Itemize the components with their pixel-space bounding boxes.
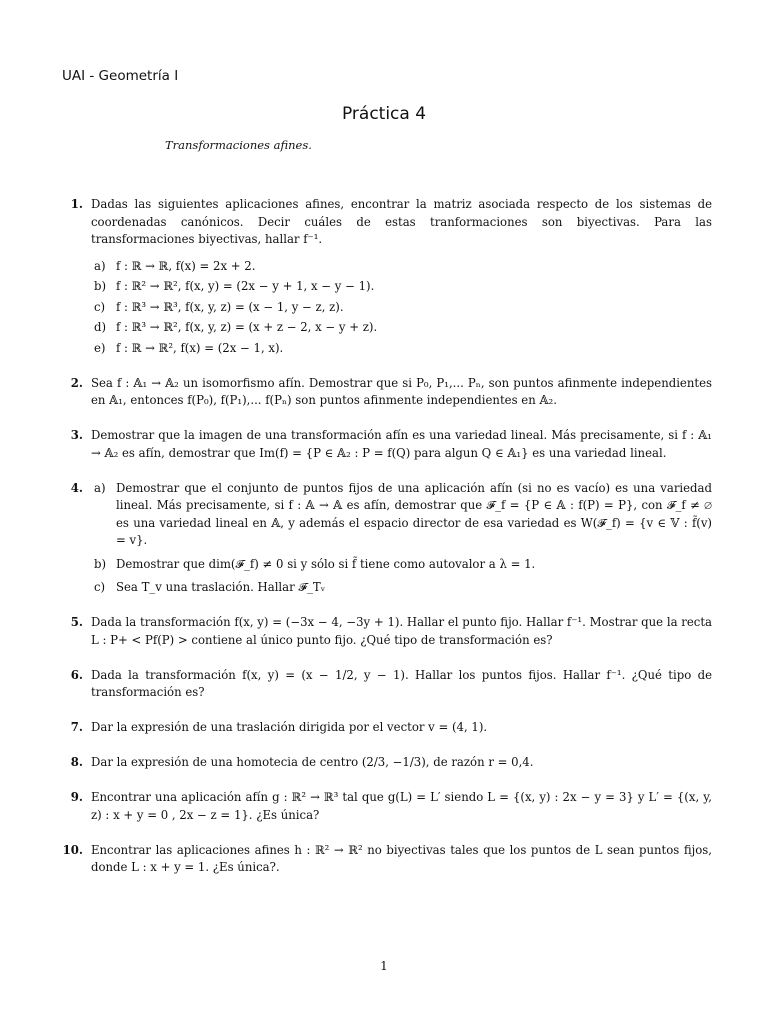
problem-text: Sea f : 𝔸₁ → 𝔸₂ un isomorfismo afín. Demostrar que si P₀, P₁,... Pₙ, son puntos afinmente independientes en 𝔸₁, entonces f(P₀), f(P₁),... f(Pₙ) son puntos afinmente independientes en 𝔸₂. [91,375,712,407]
problem-number: 4. [70,480,83,495]
problem-text: Encontrar las aplicaciones afines h : ℝ² → ℝ² no biyectivas tales que los puntos de L sean puntos fijos, donde L : x + y = 1. ¿Es única?. [91,842,712,874]
problem-8 [62,754,712,772]
problem-text: Dada la transformación f(x, y) = (x − 1/2, y − 1). Hallar los puntos fijos. Hallar f⁻¹. ¿Qué tipo de transformación es? [91,667,712,699]
page-title: Práctica 4 [341,104,427,124]
item-label: a) [94,480,106,495]
problem-9 [62,789,712,824]
problem-text: Dar la expresión de una traslación dirigida por el vector v = (4, 1). [91,720,488,734]
problem-text: Encontrar una aplicación afín g : ℝ² → ℝ³ tal que g(L) = L′ siendo L = {(x, y) : 2x − y = 3} y L′ = {(x, y, z) : x + y = 0 , 2x − z = 1}. ¿Es única? [91,790,712,822]
item-label: b) [94,556,107,571]
problem-2 [62,375,712,410]
item-text: Demostrar que el conjunto de puntos fijos de una aplicación afín (si no es vacío) es una variedad lineal. Más precisamente, si f : 𝔸 → 𝔸 es afín, demostrar que 𝓕_f = {P ∈ 𝔸 : f(P) = P}, con 𝓕_f ≠ ∅ es una variedad lineal en 𝔸, y además el espacio director de esa variedad es W(𝓕_f) = {v ∈ 𝕍 : f̃(v) = v}. [116,480,712,547]
item-label: c) [94,299,106,314]
item-label: d) [94,320,107,334]
item-text: Demostrar que dim(𝓕_f) ≠ 0 si y sólo si f̃ tiene como autovalor a λ = 1. [116,556,536,571]
problem-number: 5. [70,615,83,629]
problem-item [91,258,712,276]
problem-7 [62,719,712,737]
item-label: a) [94,258,106,273]
problem-text: Dadas las siguientes aplicaciones afines, encontrar la matriz asociada respecto de los sistemas de coordenadas canónicos. Decir cuáles de estas tranformaciones son biyectivas. Para las transformaciones biyectivas, hallar f⁻¹. [91,197,712,246]
page-subtitle: Transformaciones afines. [165,138,312,152]
problem-item [91,278,712,296]
course-header: UAI - Geometría I [62,68,179,84]
problem-5 [62,614,712,649]
item-text: Sea T_v una traslación. Hallar 𝓕_Tᵥ [116,580,326,594]
item-text: f : ℝ³ → ℝ³, f(x, y, z) = (x − 1, y − z, z). [116,299,344,314]
page-number: 1 [380,959,388,973]
problem-text: Dada la transformación f(x, y) = (−3x − 4, −3y + 1). Hallar el punto fijo. Hallar f⁻¹. Mostrar que la recta L : P+ < Pf(P) > contiene al único punto fijo. ¿Qué tipo de transformación es? [91,615,712,647]
problem-item [91,579,712,597]
item-text: f : ℝ² → ℝ², f(x, y) = (2x − y + 1, x − y − 1). [116,279,375,293]
problem-item [91,480,712,550]
problem-1 [62,196,712,357]
problem-10 [62,842,712,877]
problem-number: 7. [70,720,83,734]
problem-number: 1. [70,197,83,211]
problem-number: 9. [70,790,83,804]
item-label: c) [94,580,106,594]
problem-3 [62,427,712,462]
problem-text: Demostrar que la imagen de una transformación afín es una variedad lineal. Más precisamente, si f : 𝔸₁ → 𝔸₂ es afín, demostrar que Im(f) = {P ∈ 𝔸₂ : P = f(Q) para algun Q ∈ 𝔸₁} es una variedad lineal. [91,428,712,460]
problem-4 [62,480,712,597]
problem-number: 6. [70,667,83,682]
problem-item [91,299,712,317]
problem-number: 8. [70,755,83,769]
problem-list [62,196,712,894]
problem-item [91,556,712,574]
problem-number: 2. [70,375,83,390]
item-label: b) [94,279,107,293]
problem-number: 10. [62,842,83,857]
item-text: f : ℝ → ℝ, f(x) = 2x + 2. [116,258,256,273]
item-label: e) [94,340,106,355]
item-text: f : ℝ → ℝ², f(x) = (2x − 1, x). [116,340,284,355]
problem-text: Dar la expresión de una homotecia de centro (2/3, −1/3), de razón r = 0,4. [91,755,534,769]
problem-item [91,340,712,358]
problem-6 [62,667,712,702]
item-text: f : ℝ³ → ℝ², f(x, y, z) = (x + z − 2, x − y + z). [116,320,378,334]
problem-item [91,319,712,337]
problem-number: 3. [70,428,83,442]
